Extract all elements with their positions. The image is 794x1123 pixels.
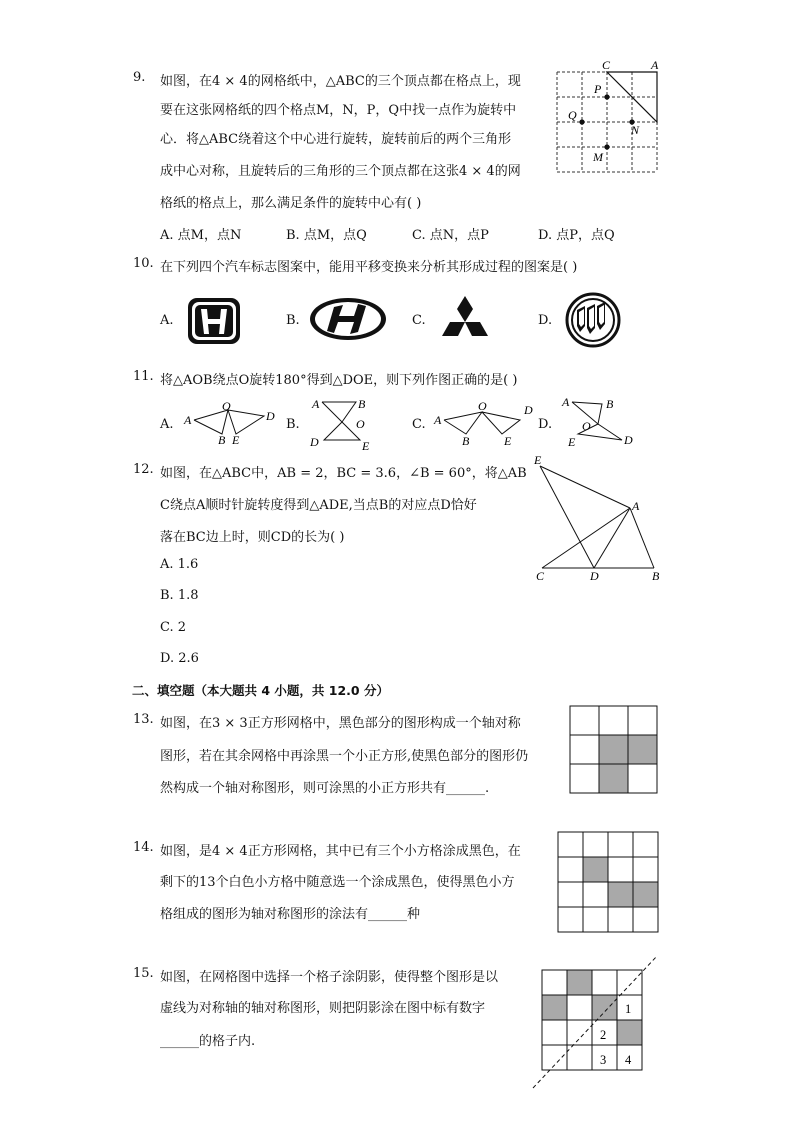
q13-line-2: 图形，若在其余网格中再涂黑一个小正方形,使黑色部分的图形仍 <box>160 749 529 764</box>
label-b: B <box>606 397 614 411</box>
buick-logo-icon <box>565 292 621 348</box>
q11-figure-d <box>558 394 644 450</box>
label-o: O <box>478 399 487 413</box>
q15-number: 15. <box>133 966 154 981</box>
label-o: O <box>356 417 365 431</box>
label-a: A <box>184 413 192 427</box>
q11-number: 11. <box>133 369 154 384</box>
q10-option-a[interactable]: A. <box>160 313 174 328</box>
q11-figure-b <box>306 396 376 452</box>
q12-line-3: 落在BC边上时，则CD的长为( ) <box>160 530 345 545</box>
label-a: A <box>632 499 640 513</box>
label-o: O <box>222 399 231 413</box>
hyundai-logo-icon <box>308 296 388 342</box>
q9-number: 9. <box>133 70 146 85</box>
label-a: A <box>562 395 570 409</box>
label-b: B <box>358 397 366 411</box>
q12-option-b[interactable]: B. 1.8 <box>160 588 199 603</box>
q15-line-1: 如图，在网格图中选择一个格子涂阴影，使得整个图形是以 <box>160 970 499 985</box>
label-d: D <box>266 409 275 423</box>
honda-logo-icon <box>186 296 242 346</box>
label-b: B <box>652 569 660 583</box>
q14-number: 14. <box>133 840 154 855</box>
label-c: C <box>602 58 611 72</box>
q11-option-c[interactable]: C. <box>412 417 426 432</box>
q11-option-b[interactable]: B. <box>286 417 300 432</box>
q13-line-1: 如图，在3 × 3正方形网格中，黑色部分的图形构成一个轴对称 <box>160 716 521 731</box>
point-q <box>579 119 584 124</box>
label-e: E <box>232 433 240 447</box>
cell-number-2: 2 <box>600 1028 607 1042</box>
q14-grid-4x4 <box>556 830 660 934</box>
q9-line-1: 如图，在4 × 4的网格纸中，△ABC的三个顶点都在格点上，现 <box>160 74 521 89</box>
q12-line-2: C绕点A顺时针旋转度得到△ADE,当点B的对应点D恰好 <box>160 498 477 513</box>
q9-line-4: 成中心对称，且旋转后的三角形的三个顶点都在这张4 × 4的网 <box>160 164 521 179</box>
label-a: A <box>312 397 320 411</box>
q11-figure-c <box>430 398 540 448</box>
label-e: E <box>568 435 576 449</box>
label-a: A <box>434 413 442 427</box>
label-e: E <box>534 453 542 467</box>
cell-number-3: 3 <box>600 1053 607 1067</box>
label-o: O <box>582 419 591 433</box>
q11-text: 将△AOB绕点O旋转180°得到△DOE，则下列作图正确的是( ) <box>160 373 518 388</box>
label-d: D <box>624 433 633 447</box>
q15-grid-figure <box>525 956 665 1092</box>
q11-option-d[interactable]: D. <box>538 417 553 432</box>
q10-text: 在下列四个汽车标志图案中，能用平移变换来分析其形成过程的图案是( ) <box>160 260 578 275</box>
q11-figure-a <box>180 398 280 448</box>
q14-line-1: 如图，是4 × 4正方形网格，其中已有三个小方格涂成黑色，在 <box>160 844 521 859</box>
q12-line-1: 如图，在△ABC中，AB = 2，BC = 3.6，∠B = 60°，将△AB <box>160 466 527 481</box>
label-m: M <box>593 150 603 164</box>
q14-line-2: 剩下的13个白色小方格中随意选一个涂成黑色，使得黑色小方 <box>160 875 515 890</box>
label-b: B <box>462 434 470 448</box>
q10-option-d[interactable]: D. <box>538 313 553 328</box>
q14-line-3: 格组成的图形为轴对称图形的涂法有______种 <box>160 907 421 922</box>
q9-grid-figure <box>555 58 665 176</box>
q12-number: 12. <box>133 462 154 477</box>
section-title-fill-blank: 二、填空题（本大题共 4 小题，共 12.0 分） <box>132 683 389 698</box>
q10-option-c[interactable]: C. <box>412 313 426 328</box>
label-q: Q <box>568 108 577 122</box>
q10-number: 10. <box>133 256 154 271</box>
label-a: A <box>651 58 659 72</box>
q11-option-a[interactable]: A. <box>160 417 174 432</box>
label-p: P <box>594 82 602 96</box>
label-d: D <box>524 403 533 417</box>
point-p <box>604 94 609 99</box>
q9-option-d[interactable]: D. 点P，点Q <box>538 228 615 243</box>
q15-line-2: 虚线为对称轴的轴对称图形，则把阴影涂在图中标有数字 <box>160 1001 486 1016</box>
q12-option-a[interactable]: A. 1.6 <box>160 557 199 572</box>
q15-line-3: ______的格子内. <box>160 1034 256 1049</box>
q12-option-c[interactable]: C. 2 <box>160 620 187 635</box>
label-n: N <box>631 123 640 137</box>
label-c: C <box>536 569 545 583</box>
cell-number-4: 4 <box>625 1053 632 1067</box>
q9-option-a[interactable]: A. 点M，点N <box>160 228 242 243</box>
q13-line-3: 然构成一个轴对称图形，则可涂黑的小正方形共有______. <box>160 781 490 796</box>
cell-number-1: 1 <box>625 1002 632 1016</box>
label-d: D <box>590 569 599 583</box>
label-b: B <box>218 433 226 447</box>
label-e: E <box>362 439 370 452</box>
q9-line-5: 格纸的格点上，那么满足条件的旋转中心有( ) <box>160 196 422 211</box>
q9-option-b[interactable]: B. 点M，点Q <box>286 228 367 243</box>
q9-line-3: 心．将△ABC绕着这个中心进行旋转，旋转前后的两个三角形 <box>160 132 512 147</box>
label-e: E <box>504 434 512 448</box>
q9-option-c[interactable]: C. 点N，点P <box>412 228 489 243</box>
q12-option-d[interactable]: D. 2.6 <box>160 651 199 666</box>
q9-line-2: 要在这张网格纸的四个格点M，N，P，Q中找一点作为旋转中 <box>160 103 517 118</box>
q12-triangle-figure <box>530 450 670 586</box>
mitsubishi-logo-icon <box>437 294 493 346</box>
q13-number: 13. <box>133 712 154 727</box>
q13-grid-3x3 <box>568 704 660 796</box>
q10-option-b[interactable]: B. <box>286 313 300 328</box>
point-m <box>604 144 609 149</box>
label-d: D <box>310 435 319 449</box>
